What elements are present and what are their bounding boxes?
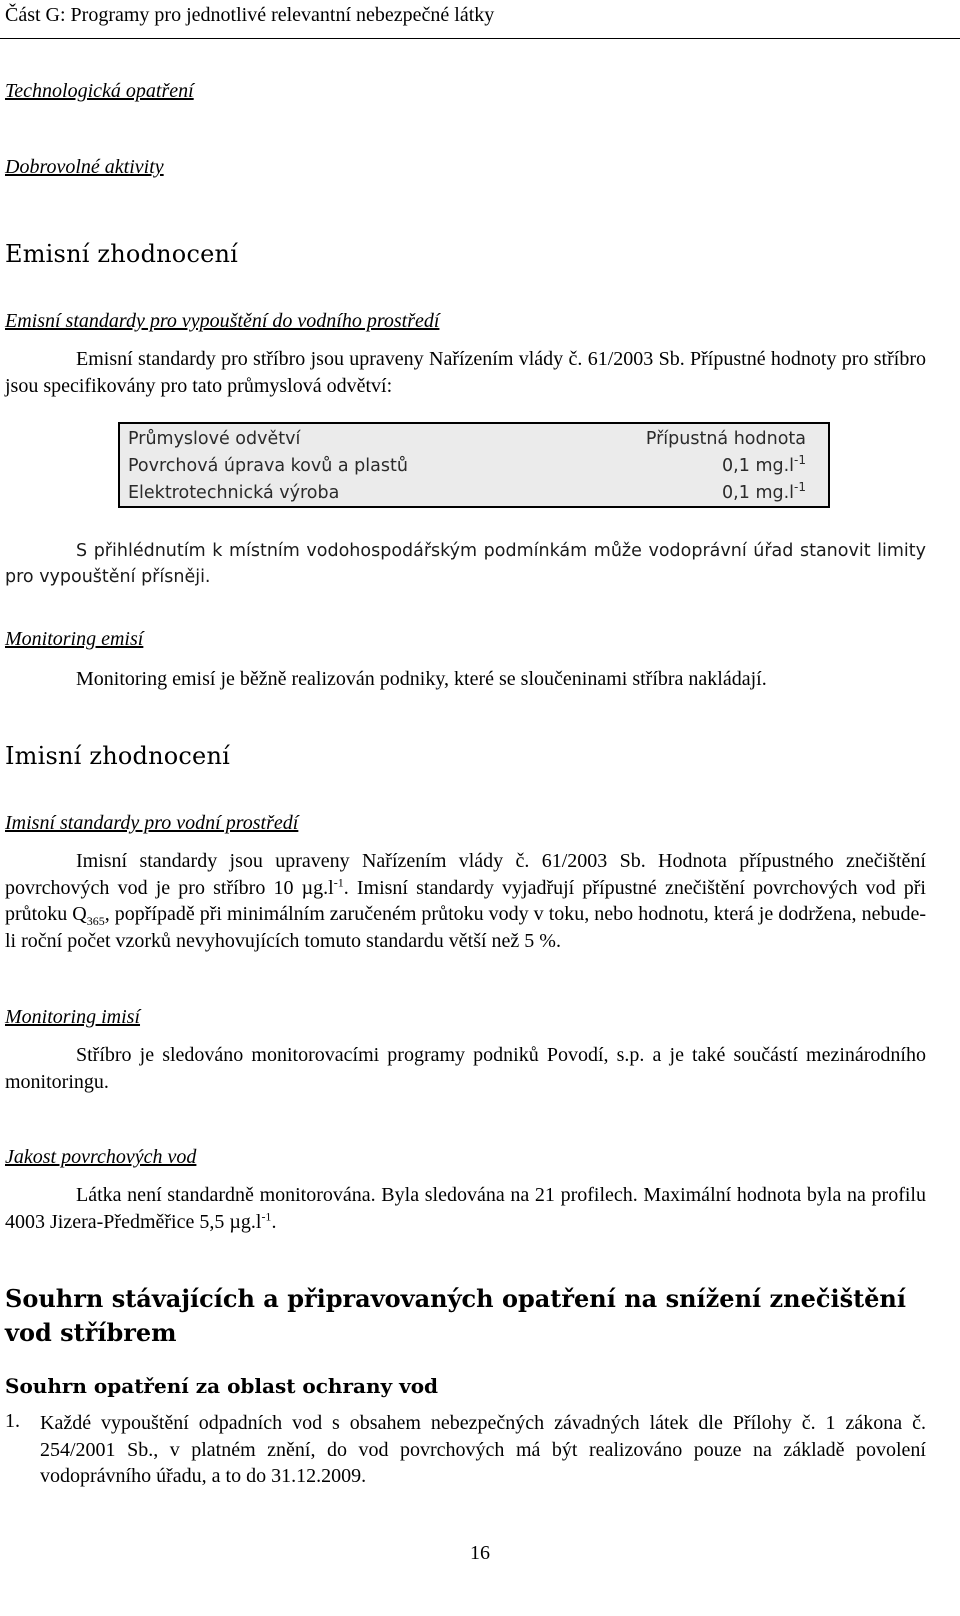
water-quality-heading: Jakost povrchových vod — [5, 1146, 197, 1168]
immission-heading: Imisní zhodnocení — [5, 742, 230, 770]
emission-monitoring-text: Monitoring emisí je běžně realizován podniky, které se sloučeninami stříbra nakládají. — [76, 668, 767, 690]
immission-standards-heading: Imisní standardy pro vodní prostředí — [5, 812, 299, 834]
emission-monitoring-heading: Monitoring emisí — [5, 628, 144, 650]
list-item-number: 1. — [5, 1410, 20, 1432]
emission-standards-heading: Emisní standardy pro vypouštění do vodního prostředí — [5, 310, 440, 332]
table-header-row — [128, 429, 806, 457]
emission-note: S přihlédnutím k místním vodohospodářským podmínkám může vodoprávní úřad stanovit limity pro vypouštění přísněji. — [5, 541, 926, 587]
table-header-sector: Průmyslové odvětví — [128, 429, 301, 449]
limits-table — [118, 422, 830, 508]
table-cell-sector: Povrchová úprava kovů a plastů — [128, 456, 408, 476]
page-header: Část G: Programy pro jednotlivé relevantní nebezpečné látky — [5, 4, 495, 26]
water-quality-text: Látka není standardně monitorována. Byla sledována na 21 profilech. Maximální hodnota byla na profilu 4003 Jizera-Předměřice 5,5 $\mu g.l^{-1}$. — [5, 1184, 926, 1233]
list-item: Každé vypouštění odpadních vod s obsahem nebezpečných závadných látek dle Přílohy č. 1 zákona č. 254/2001 Sb., v platném znění, do vod povrchových má být realizováno pouze na základě povolení vodoprávního úřadu, a to do 31.12.2009. — [40, 1412, 926, 1487]
table-cell-sector: Elektrotechnická výroba — [128, 483, 340, 503]
table-cell-value: 0,1 $mg.l^{-1}$ — [722, 453, 806, 476]
section-voluntary: Dobrovolné aktivity — [5, 156, 164, 178]
emission-heading: Emisní zhodnocení — [5, 240, 239, 268]
immission-monitoring-text: Stříbro je sledováno monitorovacími programy podniků Povodí, s.p. a je také součástí mezinárodního monitoringu. — [5, 1044, 926, 1093]
immission-monitoring-heading: Monitoring imisí — [5, 1006, 141, 1028]
summary-subheading: Souhrn opatření za oblast ochrany vod — [5, 1374, 439, 1398]
header-divider — [0, 38, 960, 39]
table-row — [128, 480, 806, 511]
summary-heading: Souhrn stávajících a připravovaných opatření na snížení znečištění vod stříbrem — [5, 1284, 906, 1347]
immission-standards-text: Imisní standardy jsou upraveny Nařízením vlády č. 61/2003 Sb. Hodnota přípustného znečištění povrchových vod je pro stříbro 10 $\mu g.l^{-1}$. Imisní standardy vyjadřují přípustné znečištění povrchových vod při průtoku $Q_{365}$, popřípadě při minimálním zaručeném průtoku vody v toku, nebo hodnotu, která je dodržena, nebude-li roční počet vzorků nevyhovujících tomuto standardu větší než 5 %. — [5, 850, 926, 952]
emission-standards-text: Emisní standardy pro stříbro jsou upraveny Nařízením vlády č. 61/2003 Sb. Přípustné hodnoty pro stříbro jsou specifikovány pro tato průmyslová odvětví: — [5, 348, 926, 397]
table-row — [128, 453, 806, 484]
table-header-value: Přípustná hodnota — [645, 429, 806, 449]
table-cell-value: 0,1 $mg.l^{-1}$ — [722, 480, 806, 503]
section-tech-measures: Technologická opatření — [5, 80, 194, 102]
page-number: 16 — [470, 1542, 490, 1564]
